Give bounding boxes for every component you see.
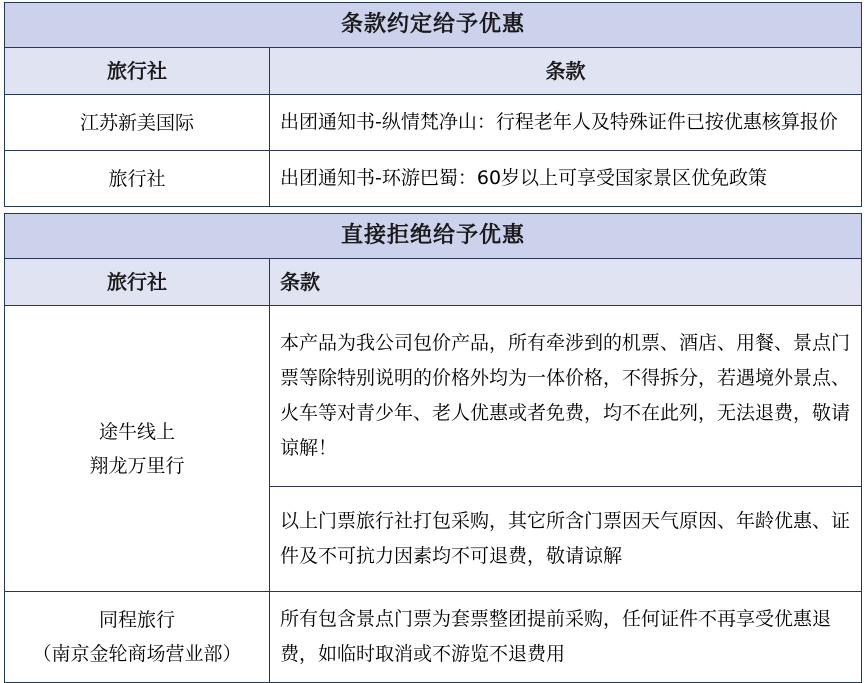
section-title: 条款约定给予优惠 bbox=[5, 3, 862, 48]
clause-text: 出团通知书-纵情梵净山：行程老年人及特殊证件已按优惠核算报价 bbox=[270, 95, 862, 151]
agency-name-line2: （南京金轮商场营业部） bbox=[32, 643, 242, 665]
clause-text: 本产品为我公司包价产品，所有牵涉到的机票、酒店、用餐、景点门票等除特别说明的价格外均为一体价格，不得拆分，若遇境外景点、火车等对青少年、老人优惠或者免费，均不在此列，无法退费，敬请谅解！ bbox=[270, 306, 862, 487]
column-header-clause: 条款 bbox=[270, 259, 862, 306]
agency-name: 江苏新美国际 bbox=[5, 95, 270, 151]
column-header-clause: 条款 bbox=[270, 48, 862, 95]
agency-name-line1: 途牛线上 bbox=[98, 420, 175, 443]
agency-name-line2: 翔龙万里行 bbox=[89, 454, 185, 477]
table-row bbox=[5, 151, 862, 207]
section-title-row bbox=[5, 3, 862, 48]
agency-name bbox=[5, 306, 270, 592]
column-header-agency: 旅行社 bbox=[5, 259, 270, 306]
table-header-row bbox=[5, 48, 862, 95]
table-section-1 bbox=[4, 2, 862, 207]
clause-text: 出团通知书-环游巴蜀：60岁以上可享受国家景区优免政策 bbox=[270, 151, 862, 207]
table-header-row bbox=[5, 259, 862, 306]
clause-text: 所有包含景点门票为套票整团提前采购，任何证件不再享受优惠退费，如临时取消或不游览不退费用 bbox=[270, 592, 862, 683]
table-row bbox=[5, 592, 862, 683]
section-title-row bbox=[5, 214, 862, 259]
agency-name-line1: 同程旅行 bbox=[98, 609, 175, 631]
agency-name: 旅行社 bbox=[5, 151, 270, 207]
agency-name bbox=[5, 592, 270, 683]
section-title: 直接拒绝给予优惠 bbox=[5, 214, 862, 259]
table-row bbox=[5, 306, 862, 487]
clause-text: 以上门票旅行社打包采购，其它所含门票因天气原因、年龄优惠、证件及不可抗力因素均不可退费，敬请谅解 bbox=[270, 487, 862, 592]
table-row bbox=[5, 95, 862, 151]
table-section-2 bbox=[4, 213, 862, 683]
column-header-agency: 旅行社 bbox=[5, 48, 270, 95]
